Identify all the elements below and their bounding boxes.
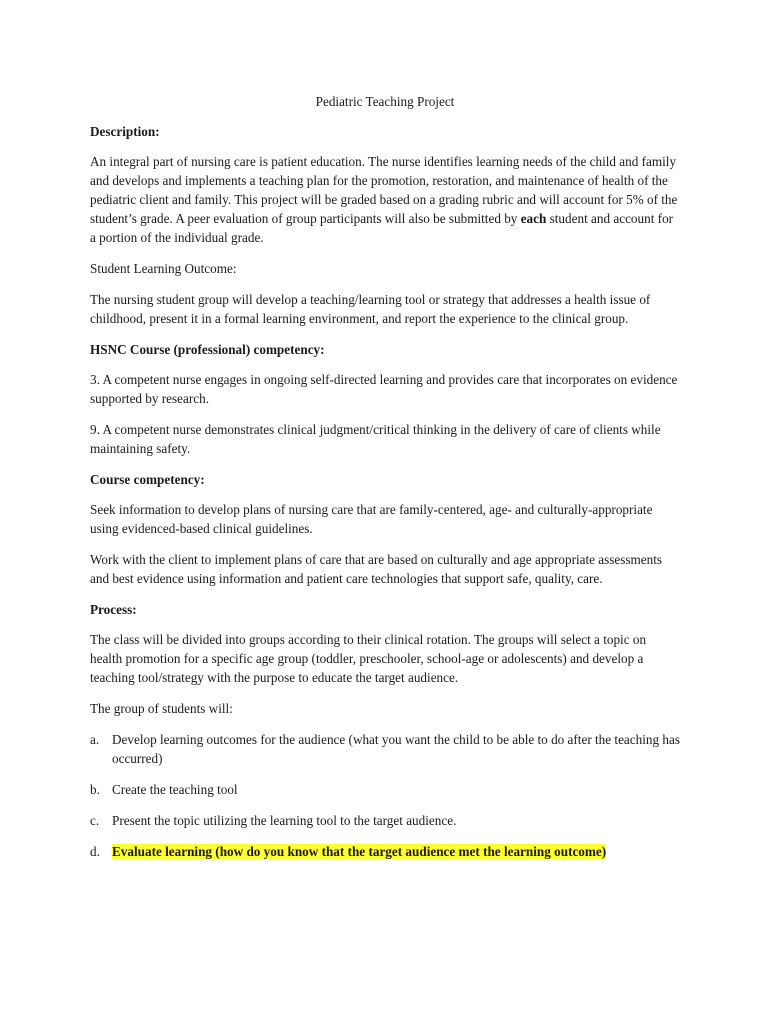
course-competency-item-2: Work with the client to implement plans of care that are based on culturally and age appropriate assessments and best evidence using information and patient care technologies that support safe, quality, care. — [90, 552, 663, 586]
description-heading: Description: — [90, 124, 160, 139]
list-text: Create the teaching tool — [112, 782, 238, 797]
list-marker: d. — [90, 844, 100, 859]
list-marker: a. — [90, 732, 100, 747]
course-competency-item-1: Seek information to develop plans of nursing care that are family-centered, age- and culturally-appropriate using evidenced-based clinical guidelines. — [90, 502, 653, 536]
hsnc-heading: HSNC Course (professional) competency: — [90, 342, 325, 357]
list-text: Develop learning outcomes for the audience (what you want the child to be able to do after the teaching has occurred) — [112, 732, 680, 766]
slo-paragraph: The nursing student group will develop a teaching/learning tool or strategy that addresses a health issue of childhood, present it in a formal learning environment, and report the experience to the clinical group. — [90, 292, 651, 326]
description-text-start: An integral part of nursing care is patient education. The nurse identifies learning needs of the child and family and develops and implements a teaching plan for the promotion, restoration, and maintenance of health of the pediatric client and family. This project will be graded based on a grading rubric and will account for 5% of the student’s grade. A peer evaluation of group participants will also be submitted by — [90, 154, 678, 226]
slo-heading: Student Learning Outcome: — [90, 261, 237, 276]
document-body — [90, 92, 680, 873]
hsnc-item-3: 3. A competent nurse engages in ongoing self-directed learning and provides care that incorporates on evidence supported by research. — [90, 372, 678, 406]
list-item-a — [90, 730, 680, 768]
list-item-c — [90, 811, 680, 830]
description-text-end: student and account for a portion of the individual grade. — [90, 211, 674, 245]
hsnc-item-9: 9. A competent nurse demonstrates clinical judgment/critical thinking in the delivery of care of clients while maintaining safety. — [90, 422, 661, 456]
highlighted-text: Evaluate learning (how do you know that the target audience met the learning outcome) — [112, 844, 607, 859]
course-competency-heading: Course competency: — [90, 472, 205, 487]
list-text: Present the topic utilizing the learning tool to the target audience. — [112, 813, 457, 828]
list-item-b — [90, 780, 680, 799]
list-item-d — [90, 842, 680, 861]
list-text-highlighted — [112, 842, 680, 861]
group-intro: The group of students will: — [90, 701, 233, 716]
process-paragraph: The class will be divided into groups according to their clinical rotation. The groups will select a topic on health promotion for a specific age group (toddler, preschooler, school-age or adolescents) and develop a teaching tool/strategy with the purpose to educate the target audience. — [90, 632, 647, 685]
process-heading: Process: — [90, 602, 137, 617]
document-title: Pediatric Teaching Project — [315, 94, 455, 109]
list-marker: c. — [90, 813, 100, 828]
description-paragraph — [90, 152, 680, 247]
list-marker: b. — [90, 782, 100, 797]
description-bold-word: each — [520, 211, 547, 226]
